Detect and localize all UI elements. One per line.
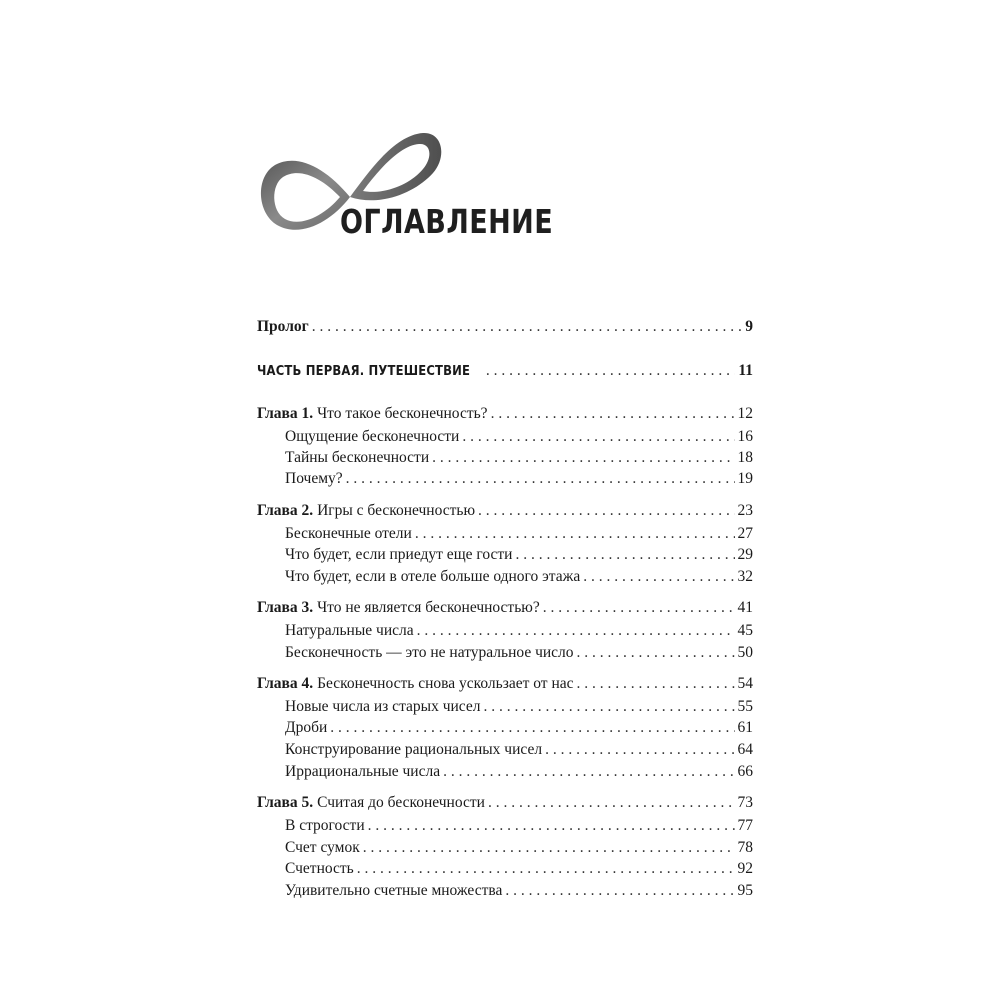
toc-entry[interactable] <box>285 523 753 545</box>
dot-leader <box>583 566 734 588</box>
page-number: 9 <box>745 318 753 335</box>
dot-leader <box>515 544 734 566</box>
dot-leader <box>363 837 735 859</box>
page-number: 54 <box>737 675 753 692</box>
page-number: 66 <box>737 763 753 780</box>
toc-entry-title: Удивительно счетные множества <box>285 882 503 899</box>
toc-entry[interactable] <box>285 642 753 664</box>
toc-entry-title: Тайны бесконечности <box>285 449 430 466</box>
toc-entry[interactable] <box>257 500 753 522</box>
page-number: 73 <box>737 794 753 811</box>
toc-entry-title: Дроби <box>285 719 328 736</box>
toc-entry[interactable] <box>285 468 753 490</box>
dot-leader <box>462 426 734 448</box>
page-number: 55 <box>737 698 753 715</box>
toc-entry-title: Новые числа из старых чисел <box>285 698 481 715</box>
toc-entry-title: Бесконечность — это не натуральное число <box>285 644 574 661</box>
dot-leader <box>488 792 735 814</box>
dot-leader <box>346 468 735 490</box>
dot-leader <box>330 717 734 739</box>
dot-leader <box>543 597 735 619</box>
toc-entry-title: Глава 4. Бесконечность снова ускользает от нас <box>257 675 574 692</box>
dot-leader <box>478 500 734 522</box>
toc-entry-title: Иррациональные числа <box>285 763 441 780</box>
toc-entry[interactable] <box>285 426 753 448</box>
toc-entry-title: Глава 2. Игры с бесконечностью <box>257 502 476 519</box>
dot-leader <box>577 673 735 695</box>
chapter-number: Глава 5. <box>257 794 314 811</box>
toc-entry[interactable] <box>257 792 753 814</box>
page-number: 18 <box>737 449 753 466</box>
toc-entry[interactable] <box>285 880 753 902</box>
dot-leader <box>483 696 734 718</box>
dot-leader <box>368 815 735 837</box>
page-number: 77 <box>737 817 753 834</box>
page-number: 12 <box>737 405 753 422</box>
toc-entry[interactable] <box>285 620 753 642</box>
dot-leader <box>505 880 734 902</box>
dot-leader <box>417 620 735 642</box>
toc-entry[interactable] <box>285 447 753 469</box>
dot-leader <box>491 403 735 425</box>
dot-leader <box>486 360 736 382</box>
toc-entry-title: ЧАСТЬ ПЕРВАЯ. ПУТЕШЕСТВИЕ <box>257 363 471 379</box>
toc-entry[interactable] <box>285 837 753 859</box>
toc-entry[interactable] <box>257 316 753 338</box>
dot-leader <box>432 447 734 469</box>
toc-entry-title: Счетность <box>285 860 354 877</box>
toc-entry-title: Что будет, если в отеле больше одного этажа <box>285 568 581 585</box>
page-number: 78 <box>737 839 753 856</box>
toc-entry-title: В строгости <box>285 817 365 834</box>
toc-entry[interactable] <box>257 403 753 425</box>
dot-leader <box>443 761 734 783</box>
page-number: 61 <box>737 719 753 736</box>
chapter-number: Глава 2. <box>257 502 314 519</box>
page-number: 19 <box>737 470 753 487</box>
toc-entry-title: Глава 1. Что такое бесконечность? <box>257 405 488 422</box>
toc-entry-title: Глава 5. Считая до бесконечности <box>257 794 485 811</box>
page-number: 16 <box>737 428 753 445</box>
page-number: 45 <box>737 622 753 639</box>
page-number: 29 <box>737 546 753 563</box>
page-number: 50 <box>737 644 753 661</box>
chapter-number: Глава 1. <box>257 405 314 422</box>
chapter-number: Глава 4. <box>257 675 314 692</box>
page-number: 64 <box>737 741 753 758</box>
toc-entry-title: Конструирование рациональных чисел <box>285 741 543 758</box>
page-number: 11 <box>738 362 753 379</box>
toc-entry-title: Что будет, если приедут еще гости <box>285 546 513 563</box>
toc-entry[interactable] <box>285 566 753 588</box>
toc-entry[interactable] <box>257 673 753 695</box>
page-number: 92 <box>737 860 753 877</box>
dot-leader <box>415 523 735 545</box>
toc-entry[interactable] <box>285 717 753 739</box>
toc-entry[interactable] <box>285 696 753 718</box>
toc-entry-title: Глава 3. Что не является бесконечностью? <box>257 599 540 616</box>
dot-leader <box>577 642 735 664</box>
toc-entry[interactable] <box>257 360 753 382</box>
toc-entry[interactable] <box>285 739 753 761</box>
toc-entry-title: Бесконечные отели <box>285 525 412 542</box>
chapter-number: Глава 3. <box>257 599 314 616</box>
toc-entry[interactable] <box>285 544 753 566</box>
page-number: 41 <box>737 599 753 616</box>
toc-entry[interactable] <box>285 815 753 837</box>
page-number: 32 <box>737 568 753 585</box>
page-number: 27 <box>737 525 753 542</box>
toc-entry-title: Пролог <box>257 318 309 335</box>
page-number: 23 <box>737 502 753 519</box>
toc-entry-title: Счет сумок <box>285 839 360 856</box>
page-number: 95 <box>737 882 753 899</box>
dot-leader <box>357 858 735 880</box>
toc-entry-title: Натуральные числа <box>285 622 414 639</box>
dot-leader <box>545 739 734 761</box>
toc-entry[interactable] <box>257 597 753 619</box>
toc-entry-title: Ощущение бесконечности <box>285 428 460 445</box>
toc-entry[interactable] <box>285 761 753 783</box>
toc-entry-title: Почему? <box>285 470 343 487</box>
page-title: ОГЛАВЛЕНИЕ <box>340 202 554 241</box>
toc-entry[interactable] <box>285 858 753 880</box>
dot-leader <box>312 316 743 338</box>
